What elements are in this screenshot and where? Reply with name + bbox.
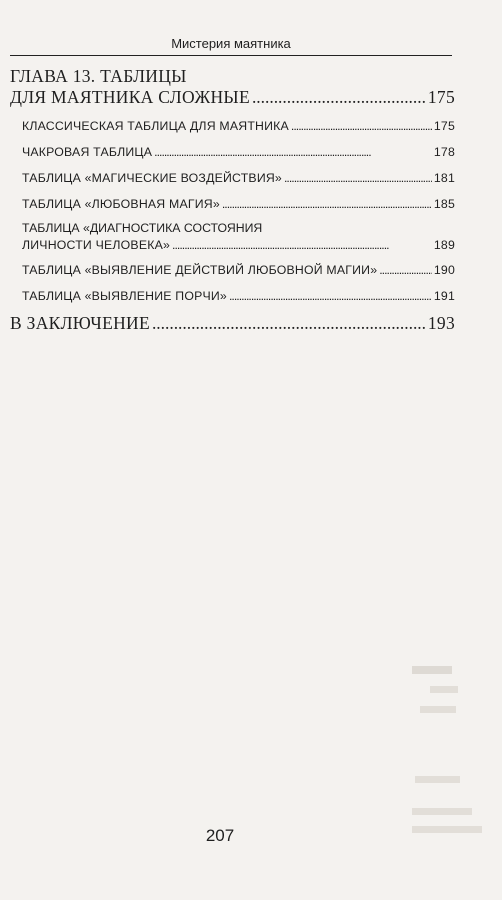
toc-item-title: ТАБЛИЦА «ВЫЯВЛЕНИЕ ДЕЙСТВИЙ ЛЮБОВНОЙ МАГИИ»: [22, 263, 378, 277]
toc-item-title-line1: ТАБЛИЦА «ДИАГНОСТИКА СОСТОЯНИЯ: [22, 221, 263, 235]
page-ref: 189: [433, 238, 455, 252]
dot-leader: [172, 238, 432, 252]
toc-chapter-13[interactable]: [10, 66, 455, 108]
toc-conclusion[interactable]: [10, 312, 455, 334]
table-of-contents: [10, 66, 455, 334]
chapter-title-line1: ГЛАВА 13. ТАБЛИЦЫ: [10, 66, 187, 86]
toc-item-diagnostics-table[interactable]: [10, 220, 455, 252]
dot-leader: [379, 263, 432, 277]
toc-item-classic-table[interactable]: [22, 119, 455, 133]
page-ref: 185: [433, 197, 455, 211]
page-ref: 181: [433, 171, 455, 185]
dot-leader: [154, 145, 432, 159]
bleed-through-mark: [420, 706, 456, 713]
toc-item-love-magic-detection-table[interactable]: [22, 263, 455, 277]
bleed-through-mark: [412, 666, 452, 674]
toc-item-love-magic-table[interactable]: [22, 197, 455, 211]
toc-item-magic-influence-table[interactable]: [22, 171, 455, 185]
toc-item-title: ЧАКРОВАЯ ТАБЛИЦА: [22, 145, 153, 159]
page-ref: 193: [427, 313, 455, 333]
bleed-through-mark: [412, 808, 472, 815]
page-ref: 190: [433, 263, 455, 277]
page-ref: 175: [433, 119, 455, 133]
bleed-through-mark: [415, 776, 460, 783]
page-ref: 178: [433, 145, 455, 159]
dot-leader: [252, 86, 426, 108]
dot-leader: [152, 312, 426, 334]
toc-item-title-line2-row: [22, 238, 455, 252]
toc-item-title-line2: ЛИЧНОСТИ ЧЕЛОВЕКА»: [22, 238, 171, 252]
toc-conclusion-title: В ЗАКЛЮЧЕНИЕ: [10, 313, 150, 333]
toc-item-title: ТАБЛИЦА «МАГИЧЕСКИЕ ВОЗДЕЙСТВИЯ»: [22, 171, 282, 185]
page-number: 207: [205, 826, 235, 845]
dot-leader: [229, 289, 432, 303]
toc-item-chakra-table[interactable]: [22, 145, 455, 159]
chapter-title-line2: ДЛЯ МАЯТНИКА СЛОЖНЫЕ: [10, 87, 250, 107]
dot-leader: [222, 197, 432, 211]
toc-item-damage-detection-table[interactable]: [22, 289, 455, 303]
toc-item-title: КЛАССИЧЕСКАЯ ТАБЛИЦА ДЛЯ МАЯТНИКА: [22, 119, 289, 133]
chapter-title-line2-row: [10, 86, 455, 108]
bleed-through-mark: [430, 686, 458, 693]
page-ref: 175: [427, 87, 455, 107]
dot-leader: [291, 119, 432, 133]
running-header: Мистерия маятника: [10, 36, 452, 56]
toc-item-title: ТАБЛИЦА «ЛЮБОВНАЯ МАГИЯ»: [22, 197, 220, 211]
toc-item-title: ТАБЛИЦА «ВЫЯВЛЕНИЕ ПОРЧИ»: [22, 289, 227, 303]
dot-leader: [284, 171, 432, 185]
page-ref: 191: [433, 289, 455, 303]
